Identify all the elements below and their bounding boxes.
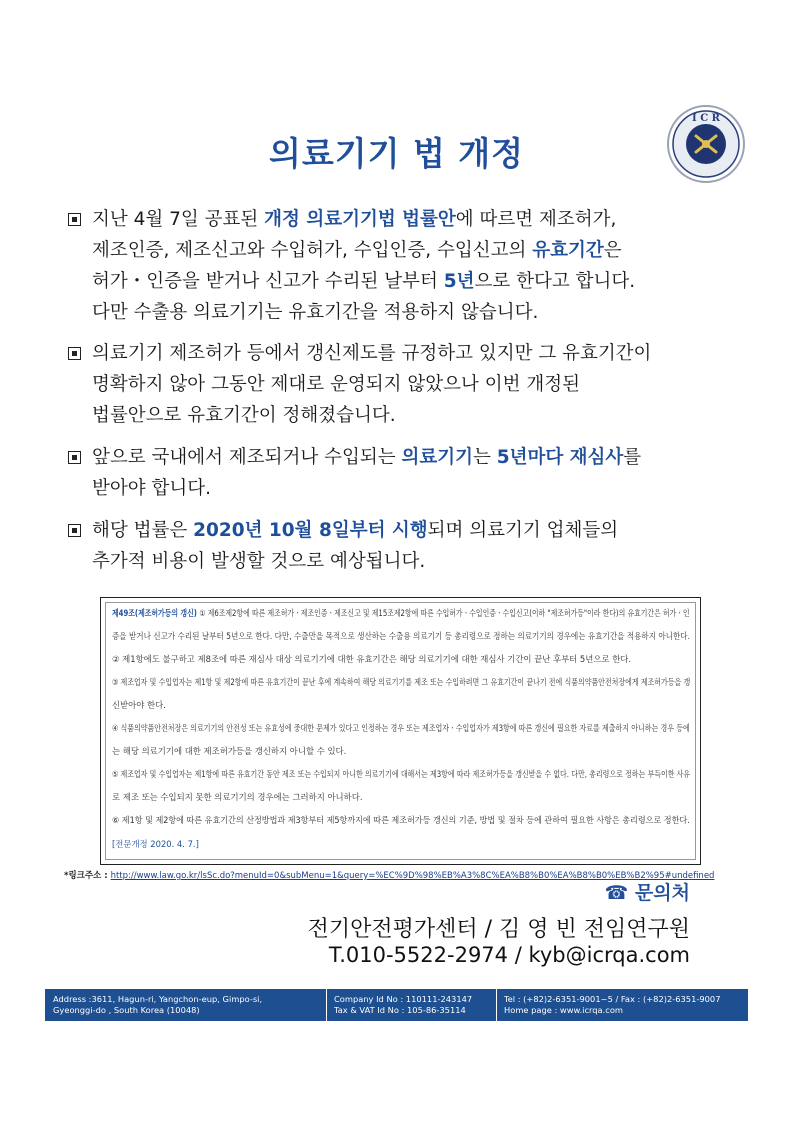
square-bullet-icon	[68, 347, 81, 360]
footer-contact	[504, 994, 720, 1016]
law-text: ② 제1항에도 불구하고 제8조에 따른 재심사 대상 의료기기에 대한 유효기간은 해당 의료기기에 대한 재심사 기간이 끝난 후부터 5년으로 한다.	[112, 654, 632, 664]
law-text: ⑥ 제1항 및 제2항에 따른 유효기간의 산정방법과 제3항부터 제5항까지에 따른 제조허가등 갱신의 기준, 방법 및 절차 등에 관하여 필요한 사항은 총리령으로 정한다.	[112, 815, 690, 825]
footer-address-line1: Address :3611, Hagun-ri, Yangchon-eup, Gimpo-si,	[53, 994, 263, 1004]
law-line	[112, 722, 690, 734]
icr-logo	[666, 104, 746, 184]
body-text: 다만 수출용 의료기기는 유효기간을 적용하지 않습니다.	[92, 302, 539, 323]
highlight-text: 5년	[443, 271, 475, 292]
body-text: 해당 법률은	[92, 520, 194, 541]
law-text: ⑤ 제조업자 및 수입업자는 제1항에 따른 유효기간 동안 제조 또는 수입되지 아니한 의료기기에 대해서는 제3항에 따라 제조허가등을 갱신받을 수 없다. 다만, 총리령으로 정하는 부득이한 사유	[112, 769, 691, 779]
square-bullet-icon	[68, 213, 81, 226]
highlight-text: 의료기기	[401, 447, 473, 468]
footer-address-line2: Gyeonggi-do , South Korea (10048)	[53, 1005, 200, 1015]
bullet-line	[92, 266, 635, 297]
body-text: 에 따르면 제조허가,	[455, 209, 617, 230]
footer-homepage[interactable]: Home page : www.icrqa.com	[504, 1005, 624, 1015]
square-bullet-icon	[68, 524, 81, 537]
law-line	[112, 607, 690, 619]
law-text: ④ 식품의약품안전처장은 의료기기의 안전성 또는 유효성에 중대한 문제가 있다고 인정하는 경우 또는 제조업자ㆍ수입업자가 제3항에 따른 갱신에 필요한 자료를 제출하지 아니하는 경우 등에	[112, 723, 690, 733]
contact-heading: ☎ 문의처	[604, 882, 690, 904]
law-excerpt	[100, 597, 701, 865]
highlight-text: 2020년 10월 8일부터 시행	[193, 520, 428, 541]
law-line	[112, 814, 690, 826]
body-text: 앞으로 국내에서 제조되거나 수입되는	[92, 447, 402, 468]
body-text: 의료기기 제조허가 등에서 갱신제도를 규정하고 있지만 그 유효기간이	[92, 343, 652, 364]
highlight-text: 개정 의료기기법 법률안	[264, 209, 456, 230]
body-text: 추가적 비용이 발생할 것으로 예상됩니다.	[92, 551, 426, 572]
body-text: 은	[603, 240, 622, 261]
law-heading: 제49조(제조허가등의 갱신)	[112, 608, 200, 618]
law-line	[112, 768, 690, 780]
footer-company-id: Company Id No : 110111-243147	[334, 994, 473, 1004]
footer-company	[334, 994, 472, 1016]
footer-tax-id: Tax & VAT Id No : 105-86-35114	[334, 1005, 466, 1015]
body-text: 법률안으로 유효기간이 정해졌습니다.	[92, 405, 396, 426]
highlight-text: 유효기간	[532, 240, 604, 261]
bullet-line	[92, 338, 651, 369]
bullet-line	[92, 546, 425, 577]
law-line	[112, 653, 631, 665]
page-title: 의료기기 법 개정	[268, 134, 525, 173]
law-line	[112, 676, 690, 688]
body-text: 허가・인증을 받거나 신고가 수리된 날부터	[92, 271, 444, 292]
body-text: 를	[623, 447, 642, 468]
body-text: 지난 4월 7일 공표된	[92, 209, 265, 230]
body-text: 받아야 합니다.	[92, 478, 211, 499]
footer-tel: Tel : (+82)2-6351-9001~5 / Fax : (+82)2-6351-9007	[504, 994, 721, 1004]
svg-text:I C R: I C R	[692, 113, 720, 124]
body-text: 으로 한다고 합니다.	[474, 271, 636, 292]
bullet-line	[92, 297, 538, 328]
law-text: 로 제조 또는 수입되지 못한 의료기기의 경우에는 그러하지 아니하다.	[112, 792, 363, 802]
law-text: 신받아야 한다.	[112, 700, 166, 710]
law-text: ① 제6조제2항에 따른 제조허가ㆍ제조인증ㆍ제조신고 및 제15조제2항에 따른 수입허가ㆍ수입인증ㆍ수입신고(이하 "제조허가등"이라 한다)의 유효기간은 허가ㆍ인	[199, 608, 690, 618]
body-text: 명확하지 않아 그동안 제대로 운영되지 않았으나 이번 개정된	[92, 374, 580, 395]
law-text: 는 해당 의료기기에 대한 제조허가등을 갱신하지 아니할 수 있다.	[112, 746, 347, 756]
contact-phone-email: T.010-5522-2974 / kyb@icrqa.com	[328, 943, 690, 967]
footer-bar	[45, 989, 748, 1021]
bullet-line	[92, 515, 618, 546]
law-line	[112, 791, 363, 803]
highlight-text: 5년마다 재심사	[496, 447, 624, 468]
square-bullet-icon	[68, 451, 81, 464]
law-line	[112, 745, 346, 757]
law-line	[112, 630, 690, 642]
bullet-line	[92, 473, 211, 504]
body-text: 되며 의료기기 업체들의	[427, 520, 619, 541]
law-text: ③ 제조업자 및 수입업자는 제1항 및 제2항에 따른 유효기간이 끝난 후에 계속하여 해당 의료기기를 제조 또는 수입하려면 그 유효기간이 끝나기 전에 식품의약품안전처장에게 제조허가등을 갱	[112, 677, 691, 687]
footer-address	[53, 994, 262, 1016]
law-text: 증을 받거나 신고가 수리된 날부터 5년으로 한다. 다만, 수출만을 목적으로 생산하는 수출용 의료기기 등 총리령으로 정하는 의료기기의 경우에는 유효기간을 적용하지 아니한다.	[112, 631, 690, 641]
bullet-line	[92, 400, 396, 431]
law-link[interactable]: http://www.law.go.kr/lsSc.do?menuId=0&subMenu=1&query=%EC%9D%98%EB%A3%8C%EA%B8%B0%EA%B8%B0%EB%B2%95#undefined	[110, 871, 715, 881]
footer-divider	[326, 989, 327, 1021]
bullet-line	[92, 369, 580, 400]
footer-divider	[496, 989, 497, 1021]
bullet-line	[92, 442, 641, 473]
bullet-line	[92, 204, 616, 235]
law-line	[112, 699, 166, 711]
link-label: *링크주소 :	[64, 871, 111, 881]
body-text: 는	[472, 447, 497, 468]
body-text: 제조인증, 제조신고와 수입허가, 수입인증, 수입신고의	[92, 240, 533, 261]
bullet-line	[92, 235, 622, 266]
contact-name: 전기안전평가센터 / 김 영 빈 전임연구원	[307, 917, 690, 942]
law-revision-date: [전문개정 2020. 4. 7.]	[112, 839, 199, 849]
